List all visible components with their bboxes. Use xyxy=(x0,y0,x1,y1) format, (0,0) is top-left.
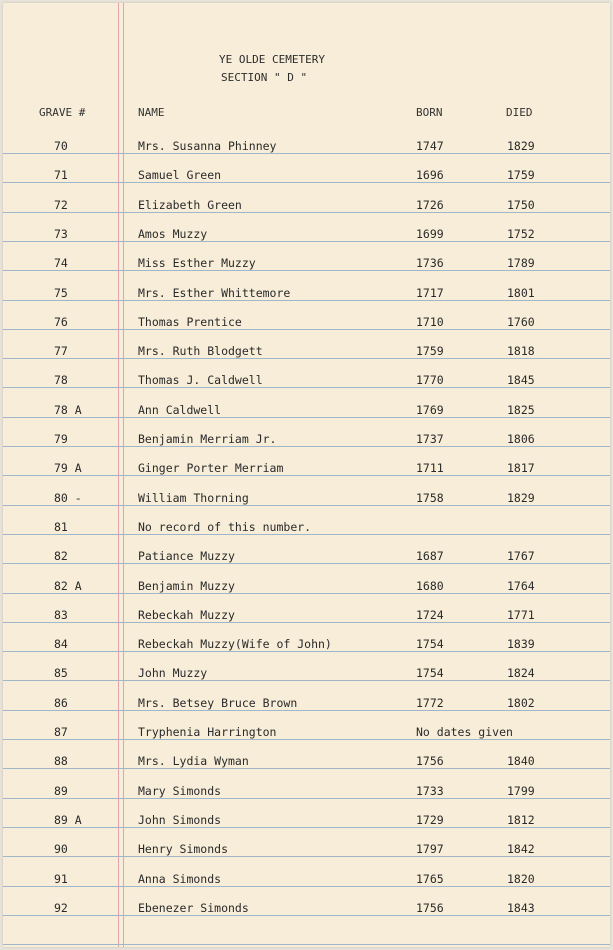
ruled-line xyxy=(3,475,610,476)
died-cell: 1842 xyxy=(507,842,535,856)
born-cell: 1726 xyxy=(416,198,444,212)
born-cell: 1729 xyxy=(416,813,444,827)
ruled-line xyxy=(3,270,610,271)
grave-number: 74 xyxy=(54,256,68,270)
ruled-line xyxy=(3,856,610,857)
born-cell: 1699 xyxy=(416,227,444,241)
grave-number: 76 xyxy=(54,315,68,329)
document-title: YE OLDE CEMETERY xyxy=(219,53,325,66)
grave-number: 88 xyxy=(54,754,68,768)
ruled-line xyxy=(3,827,610,828)
name-cell: Ginger Porter Merriam xyxy=(138,461,284,475)
grave-number: 73 xyxy=(54,227,68,241)
name-cell: John Muzzy xyxy=(138,666,208,680)
ruled-line xyxy=(3,680,610,681)
ruled-line xyxy=(3,768,610,769)
died-cell: 1812 xyxy=(507,813,535,827)
name-cell: Mrs. Lydia Wyman xyxy=(138,754,249,768)
name-cell: Benjamin Muzzy xyxy=(138,579,235,593)
ruled-line xyxy=(3,739,610,740)
died-cell: 1771 xyxy=(507,608,535,622)
ruled-line xyxy=(3,651,610,652)
born-cell: 1797 xyxy=(416,842,444,856)
died-cell: 1825 xyxy=(507,403,535,417)
name-cell: Henry Simonds xyxy=(138,842,229,856)
ruled-line xyxy=(3,417,610,418)
born-cell: No dates given xyxy=(416,725,513,739)
name-cell: Thomas J. Caldwell xyxy=(138,373,263,387)
name-cell: Rebeckah Muzzy xyxy=(138,608,235,622)
died-cell: 1752 xyxy=(507,227,535,241)
grave-number: 92 xyxy=(54,901,68,915)
born-cell: 1772 xyxy=(416,696,444,710)
ruled-line xyxy=(3,563,610,564)
grave-number: 71 xyxy=(54,168,68,182)
died-cell: 1829 xyxy=(507,139,535,153)
name-cell: Amos Muzzy xyxy=(138,227,208,241)
column-header-grave: GRAVE # xyxy=(39,106,86,119)
name-cell: John Simonds xyxy=(138,813,222,827)
died-cell: 1760 xyxy=(507,315,535,329)
died-cell: 1806 xyxy=(507,432,535,446)
ruled-line xyxy=(3,944,610,945)
ruled-line xyxy=(3,798,610,799)
name-cell: Thomas Prentice xyxy=(138,315,242,329)
born-cell: 1696 xyxy=(416,168,444,182)
born-cell: 1710 xyxy=(416,315,444,329)
born-cell: 1717 xyxy=(416,286,444,300)
grave-number: 75 xyxy=(54,286,68,300)
grave-number: 84 xyxy=(54,637,68,651)
died-cell: 1764 xyxy=(507,579,535,593)
ruled-line xyxy=(3,622,610,623)
born-cell: 1747 xyxy=(416,139,444,153)
born-cell: 1765 xyxy=(416,872,444,886)
name-cell: Mrs. Esther Whittemore xyxy=(138,286,291,300)
born-cell: 1687 xyxy=(416,549,444,563)
died-cell: 1829 xyxy=(507,491,535,505)
grave-number: 78 xyxy=(54,373,68,387)
died-cell: 1817 xyxy=(507,461,535,475)
died-cell: 1767 xyxy=(507,549,535,563)
ledger-page xyxy=(3,3,610,947)
died-cell: 1789 xyxy=(507,256,535,270)
ruled-line xyxy=(3,915,610,916)
born-cell: 1754 xyxy=(416,637,444,651)
ruled-line xyxy=(3,241,610,242)
died-cell: 1759 xyxy=(507,168,535,182)
ruled-line xyxy=(3,387,610,388)
born-cell: 1724 xyxy=(416,608,444,622)
grave-number: 90 xyxy=(54,842,68,856)
ruled-line xyxy=(3,300,610,301)
ruled-line xyxy=(3,358,610,359)
died-cell: 1750 xyxy=(507,198,535,212)
name-cell: Mary Simonds xyxy=(138,784,222,798)
born-cell: 1756 xyxy=(416,901,444,915)
name-cell: Mrs. Betsey Bruce Brown xyxy=(138,696,298,710)
name-cell: William Thorning xyxy=(138,491,249,505)
ruled-line xyxy=(3,505,610,506)
died-cell: 1824 xyxy=(507,666,535,680)
column-header-born: BORN xyxy=(416,106,443,119)
ruled-line xyxy=(3,710,610,711)
grave-number: 89 A xyxy=(54,813,82,827)
grave-number: 83 xyxy=(54,608,68,622)
grave-number: 85 xyxy=(54,666,68,680)
column-header-died: DIED xyxy=(506,106,533,119)
grave-number: 82 xyxy=(54,549,68,563)
born-cell: 1680 xyxy=(416,579,444,593)
grave-number: 70 xyxy=(54,139,68,153)
grave-number: 81 xyxy=(54,520,68,534)
name-cell: Ann Caldwell xyxy=(138,403,222,417)
died-cell: 1801 xyxy=(507,286,535,300)
name-cell: Patiance Muzzy xyxy=(138,549,235,563)
grave-number: 80 - xyxy=(54,491,82,505)
document-subtitle: SECTION " D " xyxy=(221,71,308,84)
name-cell: Elizabeth Green xyxy=(138,198,242,212)
died-cell: 1843 xyxy=(507,901,535,915)
grave-number: 79 A xyxy=(54,461,82,475)
ruled-line xyxy=(3,446,610,447)
ruled-line xyxy=(3,153,610,154)
born-cell: 1759 xyxy=(416,344,444,358)
died-cell: 1820 xyxy=(507,872,535,886)
name-cell: Tryphenia Harrington xyxy=(138,725,277,739)
died-cell: 1802 xyxy=(507,696,535,710)
column-header-name: NAME xyxy=(138,106,165,119)
died-cell: 1818 xyxy=(507,344,535,358)
born-cell: 1733 xyxy=(416,784,444,798)
born-cell: 1770 xyxy=(416,373,444,387)
ruled-line xyxy=(3,329,610,330)
born-cell: 1756 xyxy=(416,754,444,768)
name-cell: Samuel Green xyxy=(138,168,222,182)
grave-number: 82 A xyxy=(54,579,82,593)
name-cell: Miss Esther Muzzy xyxy=(138,256,256,270)
born-cell: 1754 xyxy=(416,666,444,680)
born-cell: 1736 xyxy=(416,256,444,270)
name-cell: Mrs. Susanna Phinney xyxy=(138,139,277,153)
ruled-line xyxy=(3,593,610,594)
name-cell: Mrs. Ruth Blodgett xyxy=(138,344,263,358)
grave-number: 89 xyxy=(54,784,68,798)
name-cell: Benjamin Merriam Jr. xyxy=(138,432,277,446)
grave-number: 78 A xyxy=(54,403,82,417)
ruled-line xyxy=(3,182,610,183)
died-cell: 1840 xyxy=(507,754,535,768)
name-cell: Rebeckah Muzzy(Wife of John) xyxy=(138,637,332,651)
grave-number: 91 xyxy=(54,872,68,886)
died-cell: 1839 xyxy=(507,637,535,651)
died-cell: 1845 xyxy=(507,373,535,387)
born-cell: 1737 xyxy=(416,432,444,446)
ruled-line xyxy=(3,534,610,535)
name-cell: Anna Simonds xyxy=(138,872,222,886)
died-cell: 1799 xyxy=(507,784,535,798)
born-cell: 1769 xyxy=(416,403,444,417)
born-cell: 1711 xyxy=(416,461,444,475)
grave-number: 86 xyxy=(54,696,68,710)
ruled-line xyxy=(3,212,610,213)
name-cell: Ebenezer Simonds xyxy=(138,901,249,915)
born-cell: 1758 xyxy=(416,491,444,505)
ruled-line xyxy=(3,886,610,887)
grave-number: 79 xyxy=(54,432,68,446)
grave-number: 72 xyxy=(54,198,68,212)
grave-number: 87 xyxy=(54,725,68,739)
name-cell: No record of this number. xyxy=(138,520,312,534)
grave-number: 77 xyxy=(54,344,68,358)
